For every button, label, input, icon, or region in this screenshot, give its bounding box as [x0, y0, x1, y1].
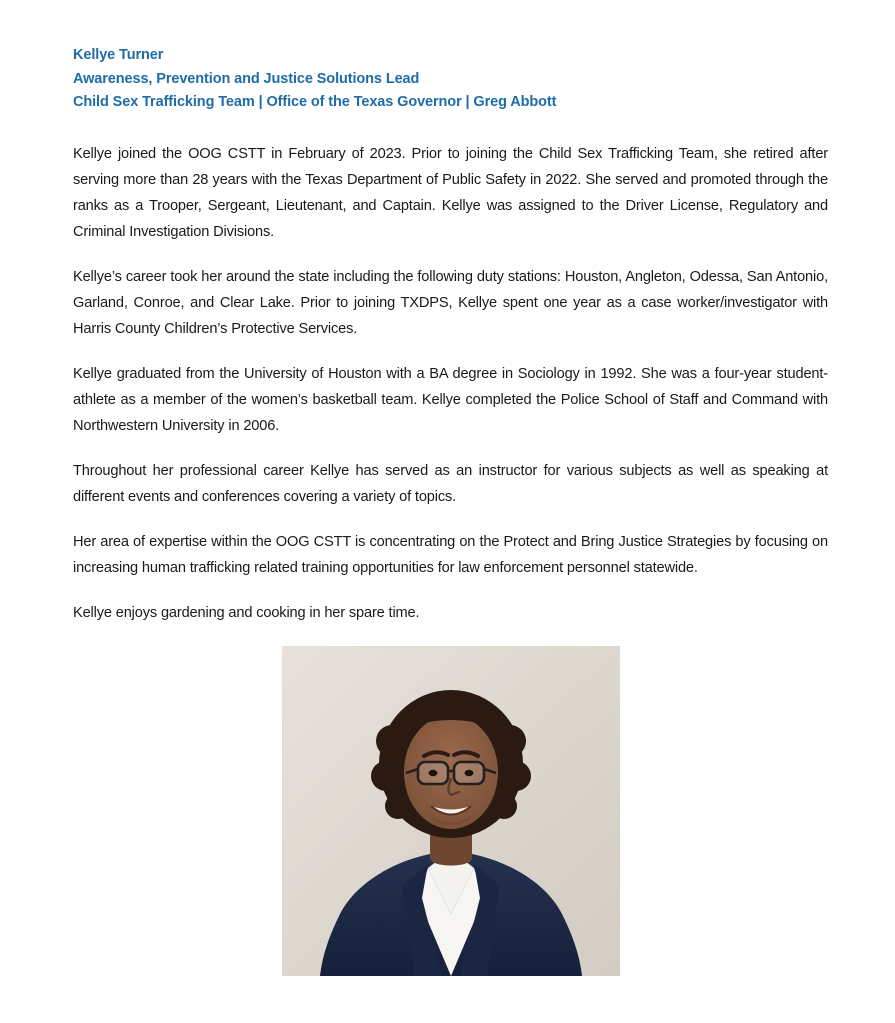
bio-header — [73, 44, 828, 115]
person-title: Awareness, Prevention and Justice Solutions Lead — [73, 70, 420, 87]
bio-paragraph-1: Kellye joined the OOG CSTT in February of 2023. Prior to joining the Child Sex Trafficking Team, she retired after serving more than 28 years with the Texas Department of Public Safety in 2022. She served and promoted through the ranks as a Trooper, Sergeant, Lieutenant, and Captain. Kellye was assigned to the Driver License, Regulatory and Criminal Investigation Divisions. — [73, 145, 828, 240]
portrait-photo — [282, 646, 620, 976]
bio-paragraph-3: Kellye graduated from the University of Houston with a BA degree in Sociology in 1992. She was a four-year student-athlete as a member of the women’s basketball team. Kellye completed the Police School of Staff and Command with Northwestern University in 2006. — [73, 365, 828, 434]
bio-paragraph-5: Her area of expertise within the OOG CSTT is concentrating on the Protect and Bring Justice Strategies by focusing on increasing human trafficking related training opportunities for law enforcement personnel statewide. — [73, 533, 828, 576]
bio-paragraph-4: Throughout her professional career Kellye has served as an instructor for various subjects as well as speaking at different events and conferences covering a variety of topics. — [73, 462, 828, 505]
person-name: Kellye Turner — [73, 47, 164, 63]
bio-paragraph-6: Kellye enjoys gardening and cooking in her spare time. — [73, 604, 420, 621]
person-organization: Child Sex Trafficking Team | Office of the Texas Governor | Greg Abbott — [73, 94, 557, 110]
portrait-container — [73, 646, 828, 976]
bio-paragraph-2: Kellye’s career took her around the state including the following duty stations: Houston, Angleton, Odessa, San Antonio, Garland, Conroe, and Clear Lake. Prior to joining TXDPS, Kellye spent one year as a case worker/investigator with Harris County Children’s Protective Services. — [73, 268, 828, 337]
